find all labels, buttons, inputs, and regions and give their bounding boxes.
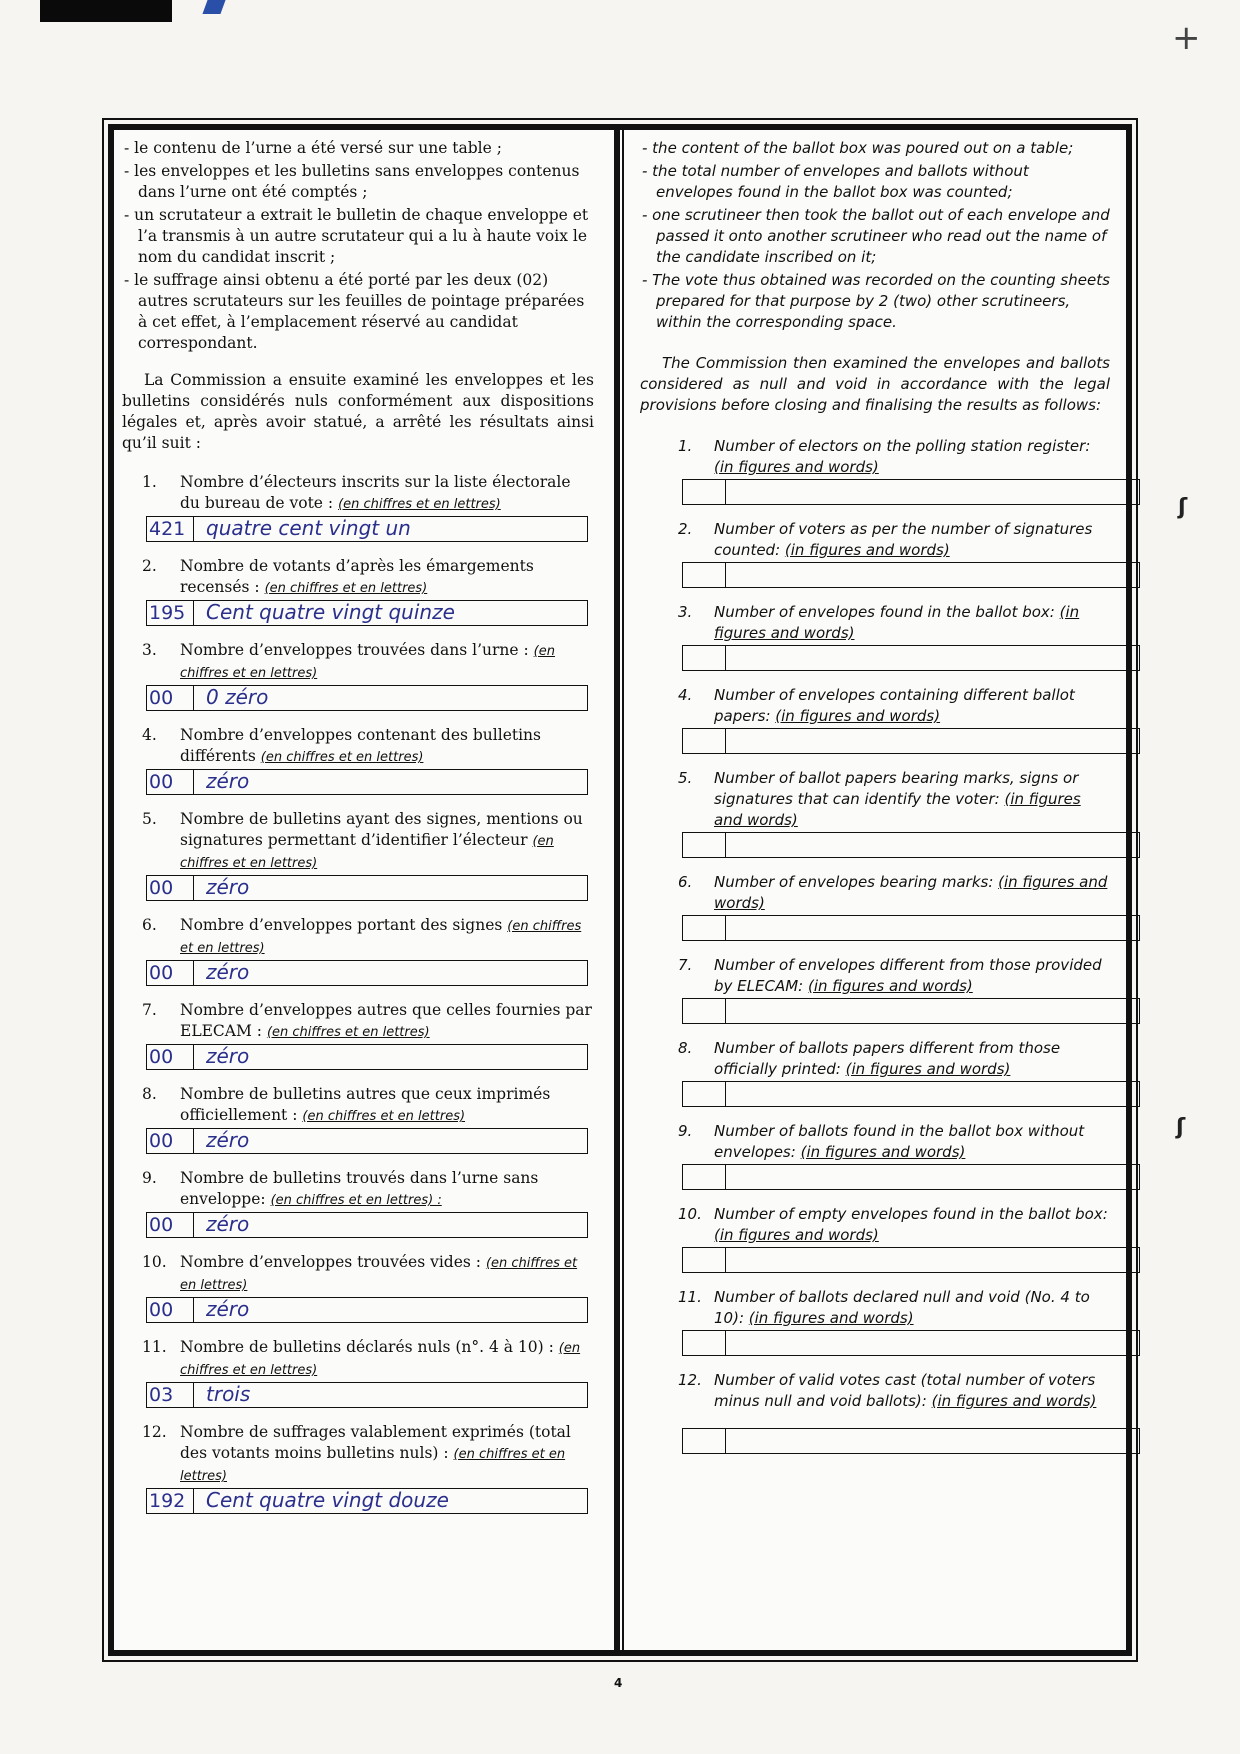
answer-field[interactable] xyxy=(146,1297,588,1323)
item-label: Nombre d’enveloppes autres que celles fournies par ELECAM : xyxy=(180,1001,592,1040)
item-number: 11. xyxy=(678,1288,702,1306)
item-number: 3. xyxy=(142,641,157,659)
answer-field[interactable] xyxy=(682,998,1140,1024)
figures-cell[interactable] xyxy=(683,563,726,587)
item-number: 1. xyxy=(678,437,693,455)
result-item xyxy=(640,768,1110,858)
commission-paragraph: La Commission a ensuite examiné les enveloppes et les bulletins considérés nuls conformément aux dispositions légales et, après avoir statué, a arrêté les résultats ainsi qu’il suit : xyxy=(122,371,594,452)
item-label: Number of envelopes bearing marks: xyxy=(714,873,994,891)
item-hint: (en chiffres et en lettres) xyxy=(180,834,554,871)
item-hint: (en chiffres et en lettres) xyxy=(266,1025,430,1040)
words-cell[interactable]: Cent quatre vingt douze xyxy=(206,1488,449,1512)
result-item xyxy=(640,1287,1110,1356)
figures-cell[interactable]: 00 xyxy=(147,876,194,900)
item-hint: (in figures and words) xyxy=(808,977,973,995)
figures-cell[interactable]: 03 xyxy=(147,1383,194,1407)
figures-cell[interactable] xyxy=(683,1331,726,1355)
item-label: Nombre de bulletins trouvés dans l’urne sans enveloppe: xyxy=(180,1169,539,1208)
words-cell[interactable]: 0 zéro xyxy=(206,685,269,709)
figures-cell[interactable]: 00 xyxy=(147,961,194,985)
answer-field[interactable] xyxy=(682,1164,1140,1190)
item-label: Number of envelopes found in the ballot box: xyxy=(714,603,1055,621)
item-label: Number of electors on the polling station register: xyxy=(714,437,1091,455)
result-item xyxy=(640,955,1110,1024)
result-item xyxy=(122,556,594,626)
item-number: 2. xyxy=(678,520,693,538)
words-cell[interactable]: zéro xyxy=(206,769,250,793)
item-label: Nombre de bulletins ayant des signes, mentions ou signatures permettant d’identifier l’électeur xyxy=(180,810,583,849)
answer-field[interactable] xyxy=(682,1428,1140,1454)
item-number: 6. xyxy=(678,873,693,891)
item-hint: (in figures and words) xyxy=(714,458,879,476)
words-cell[interactable] xyxy=(726,1082,1139,1106)
item-hint: (en chiffres et en lettres) xyxy=(180,644,555,681)
answer-field[interactable] xyxy=(682,832,1140,858)
result-item xyxy=(640,519,1110,588)
column-divider xyxy=(614,130,620,1650)
words-cell[interactable] xyxy=(726,563,1139,587)
result-item xyxy=(122,1084,594,1154)
item-hint: (in figures and words) xyxy=(845,1060,1011,1078)
figures-cell[interactable]: 00 xyxy=(147,1045,194,1069)
registration-cross-mark: + xyxy=(1172,18,1201,58)
item-label: Nombre de suffrages valablement exprimés (total des votants moins bulletins nuls) : xyxy=(180,1423,571,1462)
words-cell[interactable] xyxy=(726,1248,1139,1272)
answer-field[interactable] xyxy=(146,685,588,711)
procedure-bullet: - le contenu de l’urne a été versé sur une table ; xyxy=(124,139,502,157)
item-hint: (en chiffres et en lettres) xyxy=(302,1109,466,1124)
english-results-list xyxy=(640,436,1110,1454)
result-item xyxy=(122,725,594,795)
words-cell[interactable] xyxy=(726,480,1139,504)
words-cell[interactable] xyxy=(726,1165,1139,1189)
words-cell[interactable] xyxy=(726,833,1139,857)
answer-field[interactable] xyxy=(146,1212,588,1238)
item-hint: (in figures and words) xyxy=(714,1226,879,1244)
result-item xyxy=(640,685,1110,754)
result-item xyxy=(640,872,1110,941)
answer-field[interactable] xyxy=(682,1247,1140,1273)
words-cell[interactable]: trois xyxy=(206,1382,251,1406)
item-number: 8. xyxy=(142,1085,157,1103)
figures-cell[interactable]: 195 xyxy=(147,601,194,625)
procedure-bullet: - the content of the ballot box was poured out on a table; xyxy=(642,139,1074,157)
item-number: 9. xyxy=(678,1122,693,1140)
item-label: Nombre de votants d’après les émargements recensés : xyxy=(180,557,534,596)
result-item xyxy=(122,1000,594,1070)
words-cell[interactable]: zéro xyxy=(206,1128,250,1152)
answer-field[interactable] xyxy=(146,875,588,901)
item-label: Number of envelopes different from those provided by ELECAM: xyxy=(714,956,1102,995)
item-label: Number of ballots declared null and void (No. 4 to 10): xyxy=(714,1288,1090,1327)
procedure-bullet: - un scrutateur a extrait le bulletin de chaque enveloppe et l’a transmis à un autre scrutateur qui a lu à haute voix le nom du candidat inscrit ; xyxy=(124,206,589,266)
result-item xyxy=(122,1337,594,1408)
answer-field[interactable] xyxy=(682,562,1140,588)
words-cell[interactable] xyxy=(726,646,1139,670)
figures-cell[interactable] xyxy=(683,729,726,753)
result-item xyxy=(122,1252,594,1323)
item-number: 4. xyxy=(142,726,157,744)
item-label: Nombre d’enveloppes trouvées dans l’urne : xyxy=(180,641,529,659)
french-procedure-list xyxy=(122,138,594,354)
item-hint: (en chiffres et en lettres) xyxy=(180,1447,566,1484)
item-number: 3. xyxy=(678,603,693,621)
item-number: 7. xyxy=(678,956,693,974)
figures-cell[interactable]: 00 xyxy=(147,1298,194,1322)
words-cell[interactable]: zéro xyxy=(206,875,250,899)
figures-cell[interactable] xyxy=(683,1082,726,1106)
answer-field[interactable] xyxy=(682,915,1140,941)
item-label: Number of empty envelopes found in the ballot box: xyxy=(714,1205,1108,1223)
result-item xyxy=(640,1038,1110,1107)
item-hint: (in figures and words) xyxy=(748,1309,914,1327)
answer-field[interactable] xyxy=(146,1382,588,1408)
figures-cell[interactable]: 421 xyxy=(147,517,194,541)
scan-edge-blue-mark xyxy=(202,0,225,14)
procedure-bullet: - one scrutineer then took the ballot out of each envelope and passed it onto another scrutineer who read out the name of the candidate inscribed on it; xyxy=(642,206,1110,266)
words-cell[interactable]: quatre cent vingt un xyxy=(206,516,411,540)
answer-field[interactable] xyxy=(682,1081,1140,1107)
item-hint: (en chiffres et en lettres) xyxy=(260,750,424,765)
item-label: Number of ballots found in the ballot box without envelopes: xyxy=(714,1122,1085,1161)
scan-edge-tab xyxy=(40,0,172,22)
words-cell[interactable]: zéro xyxy=(206,1044,250,1068)
answer-field[interactable] xyxy=(682,479,1140,505)
item-label: Number of ballot papers bearing marks, signs or signatures that can identify the voter: xyxy=(714,769,1079,808)
words-cell[interactable]: zéro xyxy=(206,960,250,984)
answer-field[interactable] xyxy=(682,728,1140,754)
item-label: Nombre d’enveloppes contenant des bulletins différents xyxy=(180,726,541,765)
item-label: Nombre d’enveloppes trouvées vides : xyxy=(180,1253,481,1271)
item-hint: (in figures and words) xyxy=(714,873,1108,912)
item-number: 10. xyxy=(678,1205,702,1223)
item-hint: (en chiffres et en lettres) xyxy=(180,1256,578,1293)
answer-field[interactable] xyxy=(146,769,588,795)
item-hint: (in figures and words) xyxy=(714,603,1080,642)
item-number: 4. xyxy=(678,686,693,704)
procedure-bullet: - The vote thus obtained was recorded on the counting sheets prepared for that purpose by 2 (two) other scrutineers, within the corresponding space. xyxy=(642,271,1110,331)
item-number: 5. xyxy=(678,769,693,787)
item-hint: (in figures and words) xyxy=(775,707,941,725)
figures-cell[interactable]: 192 xyxy=(147,1489,194,1513)
item-label: Number of envelopes containing different ballot papers: xyxy=(714,686,1075,725)
item-hint: (in figures and words) xyxy=(800,1143,966,1161)
english-procedure-list xyxy=(640,138,1110,333)
figures-cell[interactable] xyxy=(683,480,726,504)
margin-mark-top: ʃ xyxy=(1178,495,1188,520)
result-item xyxy=(122,809,594,901)
page-number: 4 xyxy=(614,1676,623,1690)
words-cell[interactable]: zéro xyxy=(206,1297,250,1321)
words-cell[interactable] xyxy=(726,999,1139,1023)
item-hint: (in figures and words) xyxy=(931,1392,1097,1410)
french-column xyxy=(122,138,594,1528)
answer-field[interactable] xyxy=(146,516,588,542)
item-hint: (en chiffres et en lettres) : xyxy=(270,1193,442,1208)
item-label: Nombre d’enveloppes portant des signes xyxy=(180,916,503,934)
result-item xyxy=(640,1370,1110,1454)
item-hint: (in figures and words) xyxy=(784,541,950,559)
result-item xyxy=(122,640,594,711)
figures-cell[interactable]: 00 xyxy=(147,686,194,710)
words-cell[interactable] xyxy=(726,729,1139,753)
answer-field[interactable] xyxy=(146,1488,588,1514)
procedure-bullet: - le suffrage ainsi obtenu a été porté par les deux (02) autres scrutateurs sur les feuilles de pointage préparées à cet effet, à l’emplacement réservé au candidat correspondant. xyxy=(124,271,585,352)
figures-cell[interactable]: 00 xyxy=(147,1129,194,1153)
item-number: 9. xyxy=(142,1169,157,1187)
item-number: 7. xyxy=(142,1001,157,1019)
item-label: Nombre d’électeurs inscrits sur la liste électorale du bureau de vote : xyxy=(180,473,571,512)
figures-cell[interactable] xyxy=(683,1165,726,1189)
item-label: Nombre de bulletins déclarés nuls (n°. 4 à 10) : xyxy=(180,1338,554,1356)
words-cell[interactable]: Cent quatre vingt quinze xyxy=(206,600,455,624)
item-hint: (en chiffres et en lettres) xyxy=(180,1341,581,1378)
words-cell[interactable] xyxy=(726,1429,1139,1453)
result-item xyxy=(122,472,594,542)
item-number: 11. xyxy=(142,1338,167,1356)
item-number: 12. xyxy=(142,1423,167,1441)
answer-field[interactable] xyxy=(146,960,588,986)
item-number: 5. xyxy=(142,810,157,828)
figures-cell[interactable]: 00 xyxy=(147,770,194,794)
procedure-bullet: - les enveloppes et les bulletins sans enveloppes contenus dans l’urne ont été comptés ; xyxy=(124,162,580,201)
figures-cell[interactable] xyxy=(683,1429,726,1453)
item-label: Number of valid votes cast (total number of voters minus null and void ballots): xyxy=(714,1371,1096,1410)
item-hint: (in figures and words) xyxy=(714,790,1081,829)
answer-field[interactable] xyxy=(146,600,588,626)
result-item xyxy=(122,1168,594,1238)
item-label: Number of voters as per the number of signatures counted: xyxy=(714,520,1093,559)
result-item xyxy=(640,1204,1110,1273)
figures-cell[interactable] xyxy=(683,1248,726,1272)
item-label: Number of ballots papers different from those officially printed: xyxy=(714,1039,1061,1078)
result-item xyxy=(122,915,594,986)
item-number: 10. xyxy=(142,1253,167,1271)
figures-cell[interactable] xyxy=(683,646,726,670)
procedure-bullet: - the total number of envelopes and ballots without envelopes found in the ballot box was counted; xyxy=(642,162,1029,201)
item-hint: (en chiffres et en lettres) xyxy=(264,581,428,596)
figures-cell[interactable]: 00 xyxy=(147,1213,194,1237)
answer-field[interactable] xyxy=(682,645,1140,671)
words-cell[interactable] xyxy=(726,1331,1139,1355)
answer-field[interactable] xyxy=(682,1330,1140,1356)
words-cell[interactable] xyxy=(726,916,1139,940)
item-hint: (en chiffres et en lettres) xyxy=(338,497,501,512)
result-item xyxy=(640,1121,1110,1190)
answer-field[interactable] xyxy=(146,1128,588,1154)
figures-cell[interactable] xyxy=(683,916,726,940)
result-item xyxy=(122,1422,594,1514)
result-item xyxy=(640,436,1110,505)
commission-paragraph: The Commission then examined the envelopes and ballots considered as null and void in accordance with the legal provisions before closing and finalising the results as follows: xyxy=(640,354,1110,414)
answer-field[interactable] xyxy=(146,1044,588,1070)
item-label: Nombre de bulletins autres que ceux imprimés officiellement : xyxy=(180,1085,551,1124)
item-number: 1. xyxy=(142,473,157,491)
bilingual-form-frame xyxy=(108,124,1132,1656)
item-number: 6. xyxy=(142,916,157,934)
margin-mark-bottom: ʃ xyxy=(1176,1115,1186,1140)
item-number: 2. xyxy=(142,557,157,575)
item-number: 8. xyxy=(678,1039,693,1057)
figures-cell[interactable] xyxy=(683,999,726,1023)
item-number: 12. xyxy=(678,1371,702,1389)
result-item xyxy=(640,602,1110,671)
item-hint: (en chiffres et en lettres) xyxy=(180,919,582,956)
words-cell[interactable]: zéro xyxy=(206,1212,250,1236)
french-results-list xyxy=(122,472,594,1514)
english-column xyxy=(640,138,1110,1468)
figures-cell[interactable] xyxy=(683,833,726,857)
